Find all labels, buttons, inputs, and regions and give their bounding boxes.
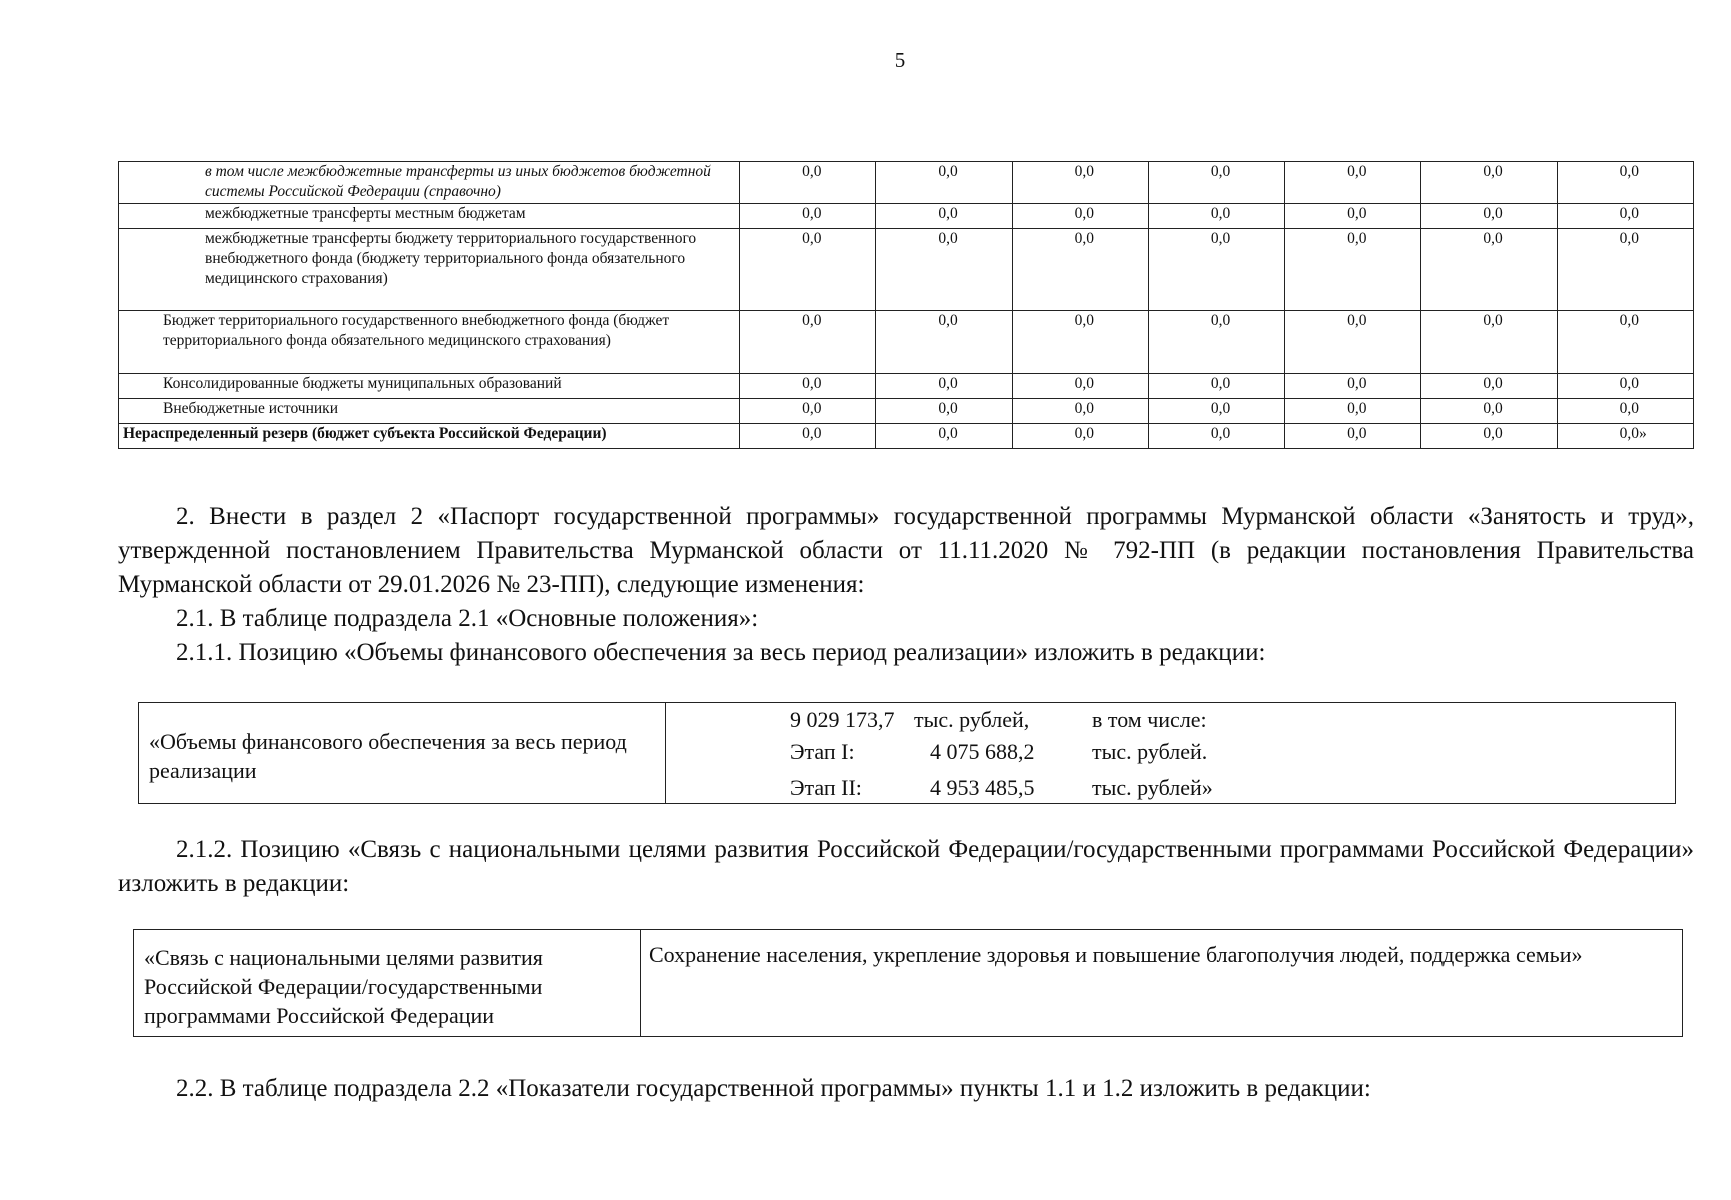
value-cell: 0,0 <box>1012 229 1148 311</box>
total-amount: 9 029 173,7 <box>790 707 895 732</box>
value-cell: 0,0 <box>740 204 876 229</box>
national-goals-box <box>133 929 1683 1037</box>
stage2-amount: 4 953 485,5 <box>930 775 1035 800</box>
value-cell: 0,0 <box>1012 204 1148 229</box>
row-label: Консолидированные бюджеты муниципальных образований <box>119 374 740 399</box>
value-cell: 0,0 <box>1285 424 1421 449</box>
value-cell: 0,0 <box>1285 162 1421 204</box>
table-row <box>119 204 1694 229</box>
stage2-unit: тыс. рублей» <box>1092 775 1213 800</box>
value-cell: 0,0 <box>1421 399 1557 424</box>
value-cell: 0,0 <box>740 374 876 399</box>
paragraph-2: 2. Внести в раздел 2 «Паспорт государственной программы» государственной программы Мурманской области «Занятость и труд», утвержденной постановлением Правительства Мурманской области от 11.11.2020 № 792-ПП (в редакции постановления Правительства Мурманской области от 29.01.2026 № 23-ПП), следующие изменения: <box>118 503 1694 598</box>
value-cell: 0,0 <box>740 399 876 424</box>
row-label: межбюджетные трансферты местным бюджетам <box>119 204 740 229</box>
value-cell: 0,0 <box>1285 311 1421 374</box>
row-label: в том числе межбюджетные трансферты из иных бюджетов бюджетной системы Российской Федерации (справочно) <box>119 162 740 204</box>
row-label: Внебюджетные источники <box>119 399 740 424</box>
value-cell: 0,0 <box>1012 399 1148 424</box>
value-cell: 0,0 <box>876 311 1012 374</box>
value-cell: 0,0 <box>876 204 1012 229</box>
table-row <box>119 229 1694 311</box>
value-cell: 0,0 <box>876 374 1012 399</box>
value-cell: 0,0 <box>876 399 1012 424</box>
value-cell: 0,0 <box>1421 204 1557 229</box>
value-cell: 0,0 <box>740 424 876 449</box>
paragraph-2-2: 2.2. В таблице подраздела 2.2 «Показатели государственной программы» пункты 1.1 и 1.2 изложить в редакции: <box>176 1075 1371 1102</box>
value-cell: 0,0 <box>1285 399 1421 424</box>
total-unit: тыс. рублей, <box>914 707 1030 732</box>
value-cell: 0,0 <box>1012 162 1148 204</box>
paragraph-2-1-1: 2.1.1. Позицию «Объемы финансового обеспечения за весь период реализации» изложить в редакции: <box>176 639 1266 666</box>
value-cell: 0,0 <box>1421 374 1557 399</box>
stage1-label: Этап I: <box>790 739 855 764</box>
value-cell: 0,0 <box>1557 229 1693 311</box>
value-cell: 0,0 <box>1557 204 1693 229</box>
row-label: Нераспределенный резерв (бюджет субъекта Российской Федерации) <box>119 424 740 449</box>
national-goals-value: Сохранение населения, укрепление здоровья и повышение благополучия людей, поддержка семьи» <box>649 942 1583 967</box>
table-row <box>119 162 1694 204</box>
value-cell: 0,0 <box>1012 424 1148 449</box>
value-cell: 0,0 <box>1557 374 1693 399</box>
value-cell: 0,0 <box>1421 424 1557 449</box>
value-cell: 0,0 <box>740 311 876 374</box>
value-cell: 0,0 <box>1148 424 1284 449</box>
value-cell: 0,0 <box>876 424 1012 449</box>
row-label: Бюджет территориального государственного внебюджетного фонда (бюджет территориального фонда обязательного медицинского страхования) <box>119 311 740 374</box>
value-cell: 0,0 <box>1148 162 1284 204</box>
stage1-unit: тыс. рублей. <box>1092 739 1208 764</box>
value-cell: 0,0 <box>1148 204 1284 229</box>
value-cell: 0,0 <box>1557 162 1693 204</box>
paragraph-2-1: 2.1. В таблице подраздела 2.1 «Основные положения»: <box>176 605 759 632</box>
value-cell: 0,0 <box>1557 311 1693 374</box>
funding-volume-label: «Объемы финансового обеспечения за весь период реализации <box>139 703 666 803</box>
value-cell: 0,0 <box>1285 229 1421 311</box>
funding-volume-box <box>138 702 1676 804</box>
value-cell: 0,0» <box>1557 424 1693 449</box>
table-row <box>119 374 1694 399</box>
page-number: 5 <box>894 48 906 72</box>
stage1-amount: 4 075 688,2 <box>930 739 1035 764</box>
value-cell: 0,0 <box>1421 229 1557 311</box>
value-cell: 0,0 <box>740 162 876 204</box>
row-label: межбюджетные трансферты бюджету территориального государственного внебюджетного фонда (бюджету территориального фонда обязательного медицинского страхования) <box>119 229 740 311</box>
table-row <box>119 424 1694 449</box>
value-cell: 0,0 <box>1421 162 1557 204</box>
value-cell: 0,0 <box>740 229 876 311</box>
national-goals-label: «Связь с национальными целями развития Российской Федерации/государственными программами Российской Федерации <box>134 930 641 1036</box>
value-cell: 0,0 <box>1148 311 1284 374</box>
funding-table <box>118 161 1694 449</box>
including-label: в том числе: <box>1092 707 1207 732</box>
value-cell: 0,0 <box>1285 374 1421 399</box>
value-cell: 0,0 <box>1148 229 1284 311</box>
table-row <box>119 311 1694 374</box>
value-cell: 0,0 <box>1012 311 1148 374</box>
paragraph-2-1-2: 2.1.2. Позицию «Связь с национальными целями развития Российской Федерации/государственными программами Российской Федерации» изложить в редакции: <box>118 836 1694 897</box>
value-cell: 0,0 <box>876 229 1012 311</box>
value-cell: 0,0 <box>1012 374 1148 399</box>
table-row <box>119 399 1694 424</box>
value-cell: 0,0 <box>1148 399 1284 424</box>
value-cell: 0,0 <box>1148 374 1284 399</box>
value-cell: 0,0 <box>1421 311 1557 374</box>
value-cell: 0,0 <box>1557 399 1693 424</box>
value-cell: 0,0 <box>1285 204 1421 229</box>
value-cell: 0,0 <box>876 162 1012 204</box>
stage2-label: Этап II: <box>790 775 862 800</box>
